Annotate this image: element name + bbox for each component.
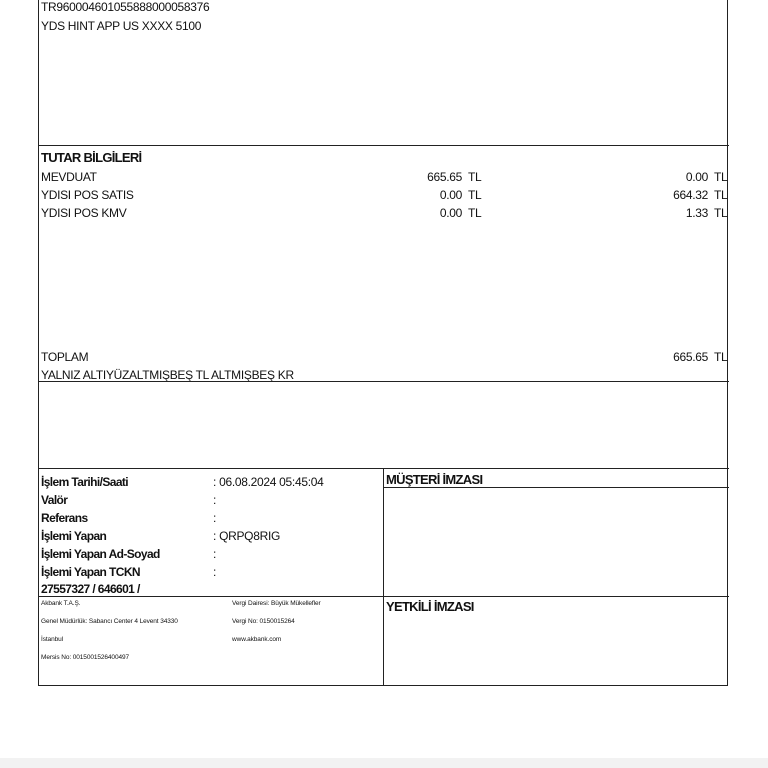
- total-label: TOPLAM: [41, 350, 89, 364]
- description-text: YDS HINT APP US XXXX 5100: [41, 19, 202, 33]
- divider-header: [38, 145, 729, 146]
- footer-website: www.akbank.com: [232, 636, 282, 643]
- performed-by-value: : QRPQ8RIG: [213, 529, 281, 543]
- amount-row-mid: 0.00 TL: [439, 206, 482, 220]
- amount-row-right: 0.00 TL: [685, 170, 728, 184]
- footer-company: Akbank T.A.Ş.: [41, 600, 81, 607]
- performer-name-value: :: [213, 547, 217, 561]
- signature-divider: [383, 468, 384, 686]
- iban-text: TR960004601055888000058376: [41, 0, 210, 14]
- amount-row-right: 1.33 TL: [685, 206, 728, 220]
- customer-signature-underline: [383, 487, 729, 488]
- reference-label: Referans: [41, 511, 88, 525]
- footer-tax-office: Vergi Dairesi: Büyük Mükellefler: [232, 600, 321, 607]
- footer-tax-no: Vergi No: 0150015264: [232, 618, 295, 625]
- valor-label: Valör: [41, 493, 68, 507]
- valor-value: :: [213, 493, 217, 507]
- performer-name-label: İşlemi Yapan Ad-Soyad: [41, 547, 160, 561]
- total-value: 665.65 TL: [673, 350, 728, 364]
- footer-city: İstanbul: [41, 636, 63, 643]
- footer-mersis: Mersis No: 0015001526400497: [41, 654, 130, 661]
- date-label: İşlem Tarihi/Saati: [41, 475, 129, 489]
- transaction-code: 27557327 / 646601 /: [41, 582, 140, 596]
- total-in-words: YALNIZ ALTIYÜZALTMIŞBEŞ TL ALTMIŞBEŞ KR: [41, 368, 294, 382]
- page-bottom-strip: [0, 758, 768, 768]
- amount-row-label: YDISI POS KMV: [41, 206, 127, 220]
- authorized-signature-label: YETKİLİ İMZASI: [386, 599, 474, 614]
- performed-by-label: İşlemi Yapan: [41, 529, 107, 543]
- customer-signature-label: MÜŞTERİ İMZASI: [386, 472, 483, 487]
- amount-row-right: 664.32 TL: [673, 188, 728, 202]
- amounts-title: TUTAR BİLGİLERİ: [41, 150, 142, 165]
- reference-value: :: [213, 511, 217, 525]
- divider-total: [38, 381, 729, 382]
- footer-address: Genel Müdürlük: Sabancı Center 4 Levent 34330: [41, 618, 178, 625]
- amount-row-mid: 665.65 TL: [427, 170, 482, 184]
- performer-tckn-label: İşlemi Yapan TCKN: [41, 565, 140, 579]
- amount-row-label: YDISI POS SATIS: [41, 188, 134, 202]
- amount-row-mid: 0.00 TL: [439, 188, 482, 202]
- date-value: : 06.08.2024 05:45:04: [213, 475, 324, 489]
- divider-footer: [38, 596, 729, 597]
- performer-tckn-value: :: [213, 565, 217, 579]
- amount-row-label: MEVDUAT: [41, 170, 97, 184]
